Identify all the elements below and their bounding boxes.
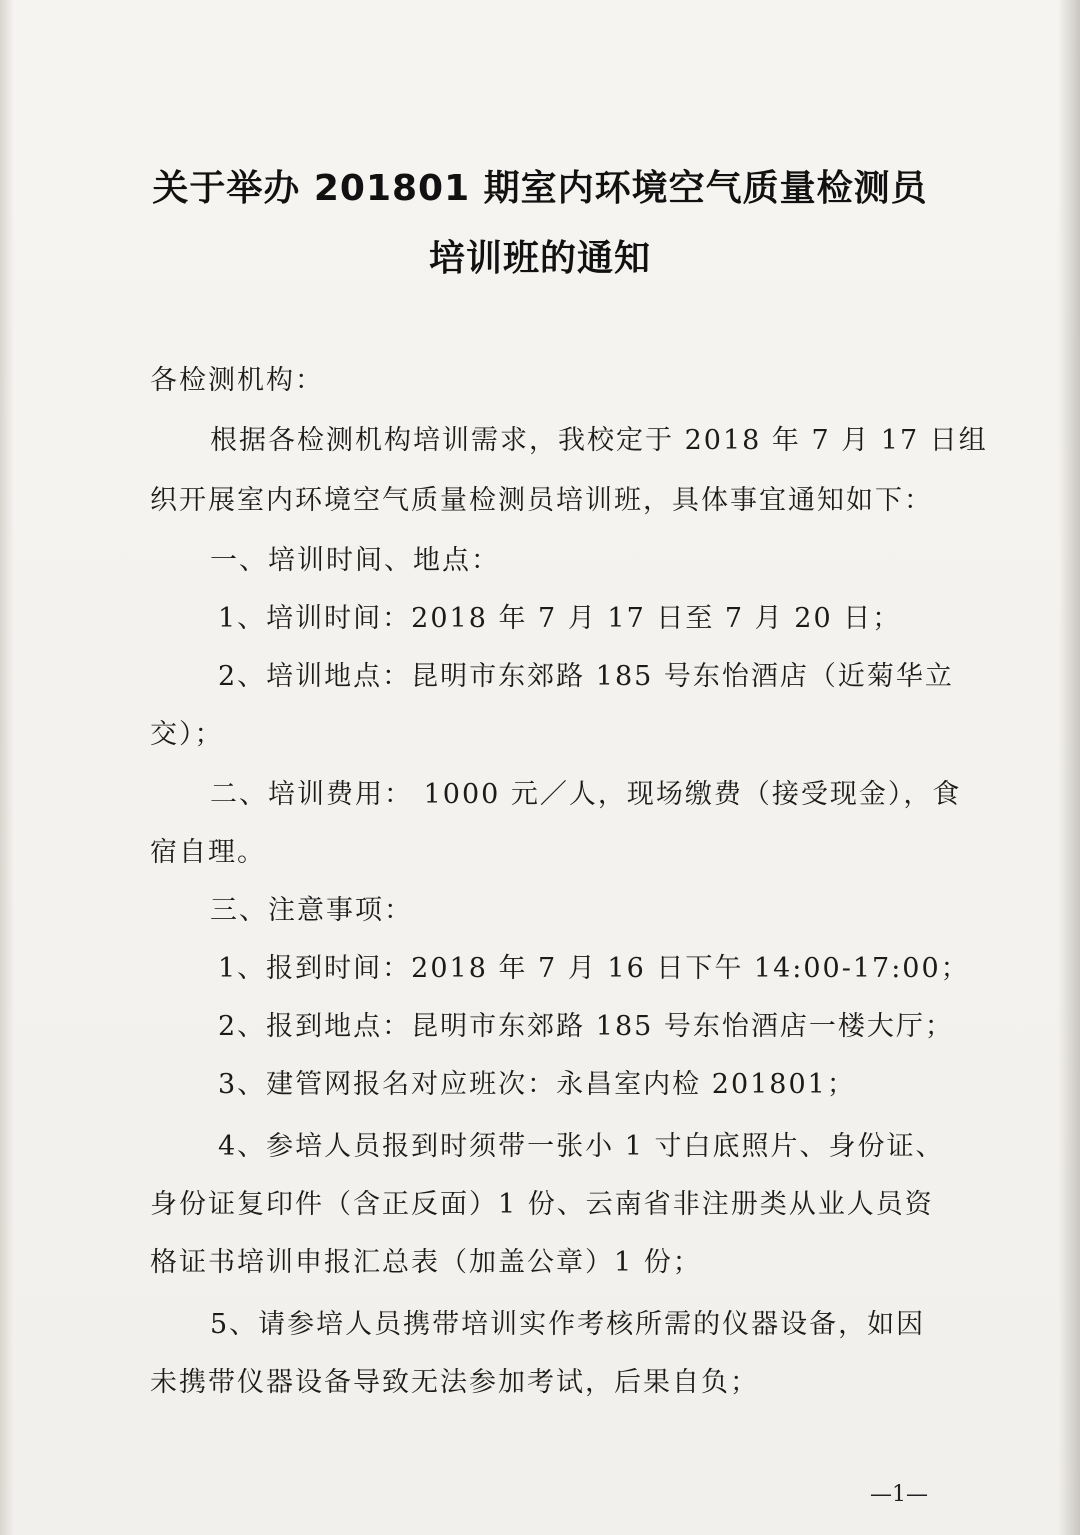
section-heading: 三、注意事项： [210,895,413,926]
list-item: 1、报到时间：2018 年 7 月 16 日下午 14:00-17:00； [218,953,970,984]
section-heading: 一、培训时间、地点： [210,545,500,576]
list-item: 2、培训地点：昆明市东郊路 185 号东怡酒店（近菊华立 [218,661,954,692]
list-item: 5、请参培人员携带培训实作考核所需的仪器设备，如因 [210,1309,926,1340]
document-title-line-1: 关于举办 201801 期室内环境空气质量检测员 [152,168,928,209]
list-item-continuation: 未携带仪器设备导致无法参加考试，后果自负； [150,1367,759,1398]
paragraph-line: 织开展室内环境空气质量检测员培训班，具体事宜通知如下： [150,485,933,516]
list-item: 3、建管网报名对应班次：永昌室内检 201801； [218,1069,856,1100]
document-title-line-2: 培训班的通知 [428,238,651,279]
page-number: —1— [870,1482,928,1507]
list-item-continuation: 格证书培训申报汇总表（加盖公章）1 份； [150,1247,702,1278]
salutation: 各检测机构： [150,365,324,396]
list-item: 1、培训时间：2018 年 7 月 17 日至 7 月 20 日； [218,603,902,634]
paragraph-line: 根据各检测机构培训需求，我校定于 2018 年 7 月 17 日组 [210,425,988,456]
list-item-continuation: 身份证复印件（含正反面）1 份、云南省非注册类从业人员资 [150,1189,934,1220]
list-item-continuation: 交）； [150,719,224,750]
section-heading: 二、培训费用： 1000 元／人，现场缴费（接受现金），食 [210,779,962,810]
list-item: 4、参培人员报到时须带一张小 1 寸白底照片、身份证、 [218,1131,945,1162]
section-continuation: 宿自理。 [150,837,266,868]
list-item: 2、报到地点：昆明市东郊路 185 号东怡酒店一楼大厅； [218,1011,954,1042]
